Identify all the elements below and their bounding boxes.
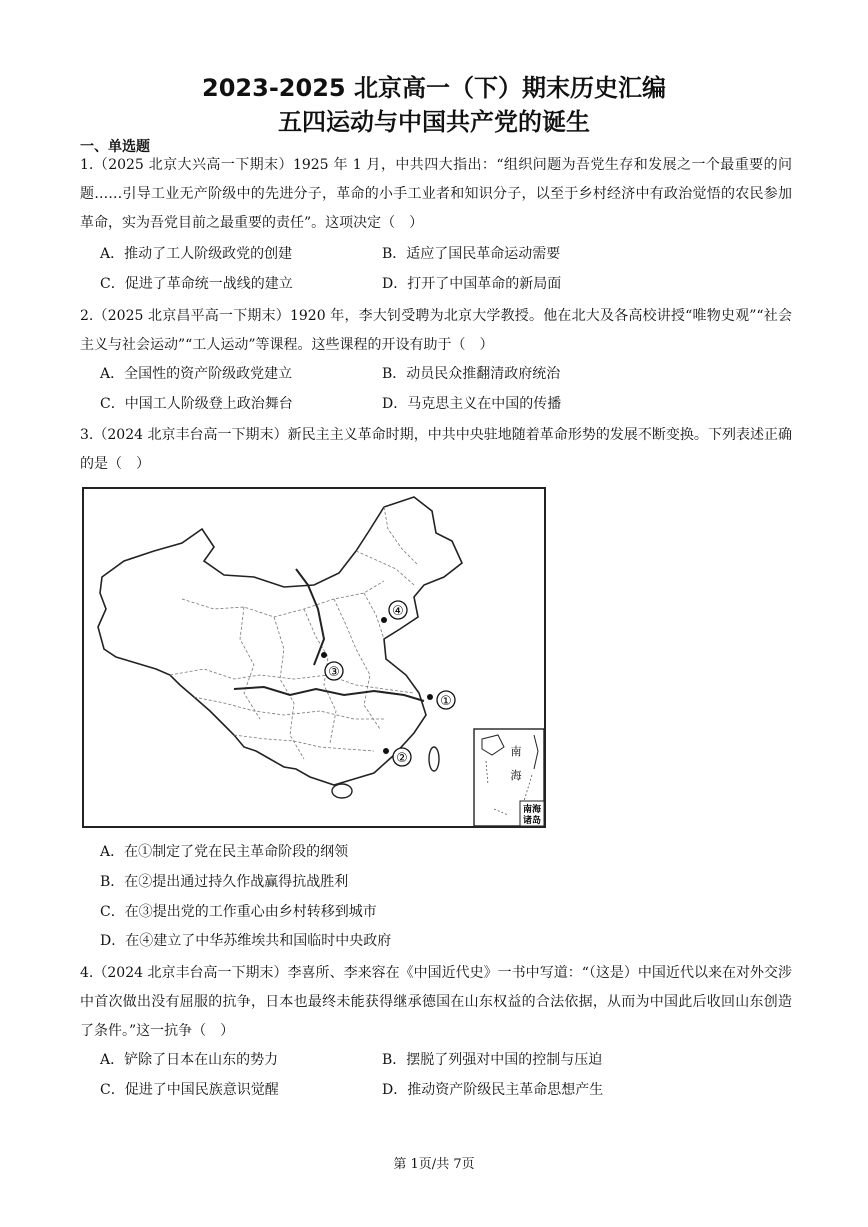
hainan-island (332, 784, 352, 798)
svg-text:②: ② (396, 751, 408, 766)
q1-option-c: C．促进了革命统一战线的建立 (100, 276, 293, 292)
q4-option-c: C．促进了中国民族意识觉醒 (100, 1082, 279, 1098)
document-title: 2023-2025 北京高一（下）期末历史汇编 (202, 74, 666, 102)
q2-option-c: C．中国工人阶级登上政治舞台 (100, 396, 293, 412)
question-1-stem: 1.（2025 北京大兴高一下期末）1925 年 1 月，中共四大指出：“组织问题为吾党生存和发展之一个最重要的问题……引导工业无产阶级中的先进分子，革命的小手工业者和知识分子，以至于乡村经济中有政治觉悟的农民参加革命，实为吾党目前之最重要的责任”。这项决定（ ） (80, 157, 792, 231)
taiwan-island (429, 747, 439, 771)
q4-option-a: A．铲除了日本在山东的势力 (100, 1052, 279, 1068)
svg-text:④: ④ (392, 604, 404, 619)
south-china-sea-inset (474, 729, 544, 826)
q1-option-b: B．适应了国民革命运动需要 (382, 246, 561, 262)
svg-text:南: 南 (510, 745, 522, 758)
q3-option-c: C．在③提出党的工作重心由乡村转移到城市 (100, 904, 377, 920)
question-3-stem: 3.（2024 北京丰台高一下期末）新民主主义革命时期，中共中央驻地随着革命形势的发展不断变换。下列表述正确的是（ ） (80, 427, 792, 472)
q2-option-b: B．动员民众推翻清政府统治 (382, 366, 561, 382)
q1-option-a: A．推动了工人阶级政党的创建 (100, 246, 293, 262)
q2-option-a: A．全国性的资产阶级政党建立 (100, 366, 293, 382)
q2-option-d: D．马克思主义在中国的传播 (382, 396, 562, 412)
china-map (82, 487, 546, 828)
q4-option-d: D．推动资产阶级民主革命思想产生 (382, 1082, 604, 1098)
document-subtitle: 五四运动与中国共产党的诞生 (278, 108, 590, 136)
svg-text:③: ③ (328, 665, 340, 680)
q1-option-d: D．打开了中国革命的新局面 (382, 276, 562, 292)
svg-text:海: 海 (510, 769, 522, 782)
q3-option-a: A．在①制定了党在民主革命阶段的纲领 (100, 844, 349, 860)
question-2-stem: 2.（2025 北京昌平高一下期末）1920 年，李大钊受聘为北京大学教授。他在北大及各高校讲授“唯物史观”“社会主义与社会运动”“工人运动”等课程。这些课程的开设有助于（ ） (80, 308, 792, 353)
marker-1 (427, 691, 455, 709)
section-heading: 一、单选题 (80, 139, 150, 155)
svg-text:诸岛: 诸岛 (522, 816, 542, 826)
china-outline (98, 497, 462, 785)
question-4-stem: 4.（2024 北京丰台高一下期末）李喜所、李来容在《中国近代史》一书中写道：“（这是）中国近代以来在对外交涉中首次做出没有屈服的抗争，日本也最终未能获得继承德国在山东权益的合法依据，从而为中国此后收回山东创造了条件。”这一抗争（ ） (80, 965, 792, 1039)
svg-text:南海: 南海 (522, 805, 542, 815)
page-number: 第 1页/共 7页 (393, 1157, 475, 1172)
china-map-figure (84, 489, 544, 826)
q3-option-d: D．在④建立了中华苏维埃共和国临时中央政府 (100, 933, 392, 949)
q4-option-b: B．摆脱了列强对中国的控制与压迫 (382, 1052, 603, 1068)
q3-option-b: B．在②提出通过持久作战赢得抗战胜利 (100, 874, 349, 890)
svg-text:①: ① (440, 694, 452, 709)
